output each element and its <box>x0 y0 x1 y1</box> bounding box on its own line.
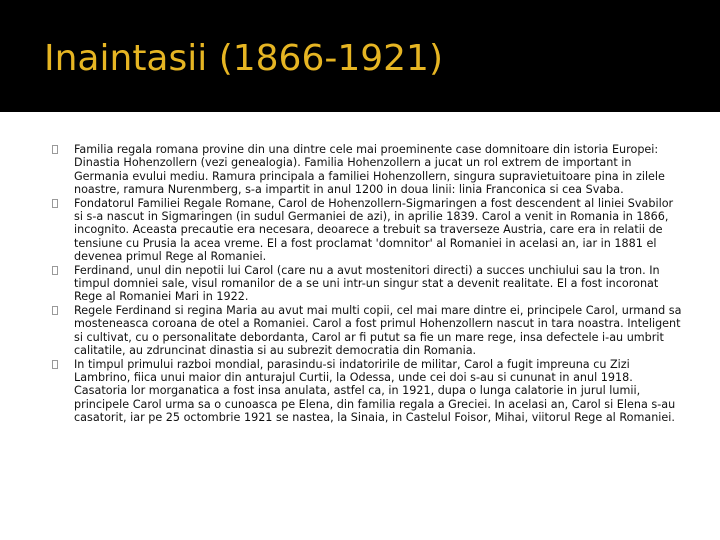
bullet-item <box>52 143 682 197</box>
square-bullet-icon <box>52 360 58 369</box>
bullet-item <box>52 358 682 425</box>
bullet-text: Familia regala romana provine din una dintre cele mai proeminente case domnitoare din istoria Europei: Dinastia Hohenzollern (vezi genealogia). Familia Hohenzollern a jucat un rol extrem de important in Germania evului mediu. Ramura principala a familiei Hohenzollern, singura supravietuitoare pina in zilele noastre, ramura Nurenmberg, s-a impartit in anul 1200 in doua linii: linia Franconica si cea Svaba. <box>74 143 665 197</box>
bullet-text: In timpul primului razboi mondial, parasindu-si indatoririle de militar, Carol a fugit impreuna cu Zizi Lambrino, fiica unui maior din anturajul Curtii, la Odessa, unde cei doi s-au si cununat in anul 1918. Casatoria lor morganatica a fost insa anulata, astfel ca, in 1921, dupa o lunga calatorie in jurul lumii, principele Carol urma sa o cunoasca pe Elena, din familia regala a Greciei. In acelasi an, Carol si Elena s-au casatorit, iar pe 25 octombrie 1921 se nastea, la Sinaia, in Castelul Foisor, Mihai, viitorul Rege al Romaniei. <box>74 357 676 425</box>
slide-content <box>0 112 720 540</box>
bullet-text: Ferdinand, unul din nepotii lui Carol (care nu a avut mostenitori directi) a succes unchiului sau la tron. In timpul domniei sale, visul romanilor de a se uni intr-un singur stat a devenit realitate. El a fost incoronat Rege al Romaniei Mari in 1922. <box>74 263 660 304</box>
bullet-item <box>52 304 682 358</box>
bullet-list <box>52 143 682 425</box>
bullet-text: Fondatorul Familiei Regale Romane, Carol de Hohenzollern-Sigmaringen a fost descendent al liniei Svabilor si s-a nascut in Sigmaringen (in sudul Germaniei de azi), in aprilie 1839. Carol a venit in Romania in 1866, incognito. Aceasta precautie era necesara, deoarece a trebuit sa traverseze Austria, care era in relatii de tensiune cu Prusia la acea vreme. El a fost proclamat 'domnitor' al Romaniei in acelasi an, iar in 1881 el devenea primul Rege al Romaniei. <box>74 196 674 264</box>
square-bullet-icon <box>52 145 58 154</box>
square-bullet-icon <box>52 199 58 208</box>
bullet-text: Regele Ferdinand si regina Maria au avut mai multi copii, cel mai mare dintre ei, principele Carol, urmand sa mosteneasca coroana de otel a Romaniei. Carol a fost primul Hohenzollern nascut in tara noastra. Inteligent si cultivat, cu o personalitate debordanta, Carol ar fi putut sa fie un mare rege, insa defectele i-au umbrit calitatile, au zdruncinat dinastia si au subrezit democratia din Romania. <box>74 303 682 358</box>
bullet-item <box>52 264 682 304</box>
square-bullet-icon <box>52 306 58 315</box>
bullet-item <box>52 197 682 264</box>
slide-title: Inaintasii (1866-1921) <box>44 38 444 79</box>
square-bullet-icon <box>52 266 58 275</box>
title-band <box>0 0 720 112</box>
